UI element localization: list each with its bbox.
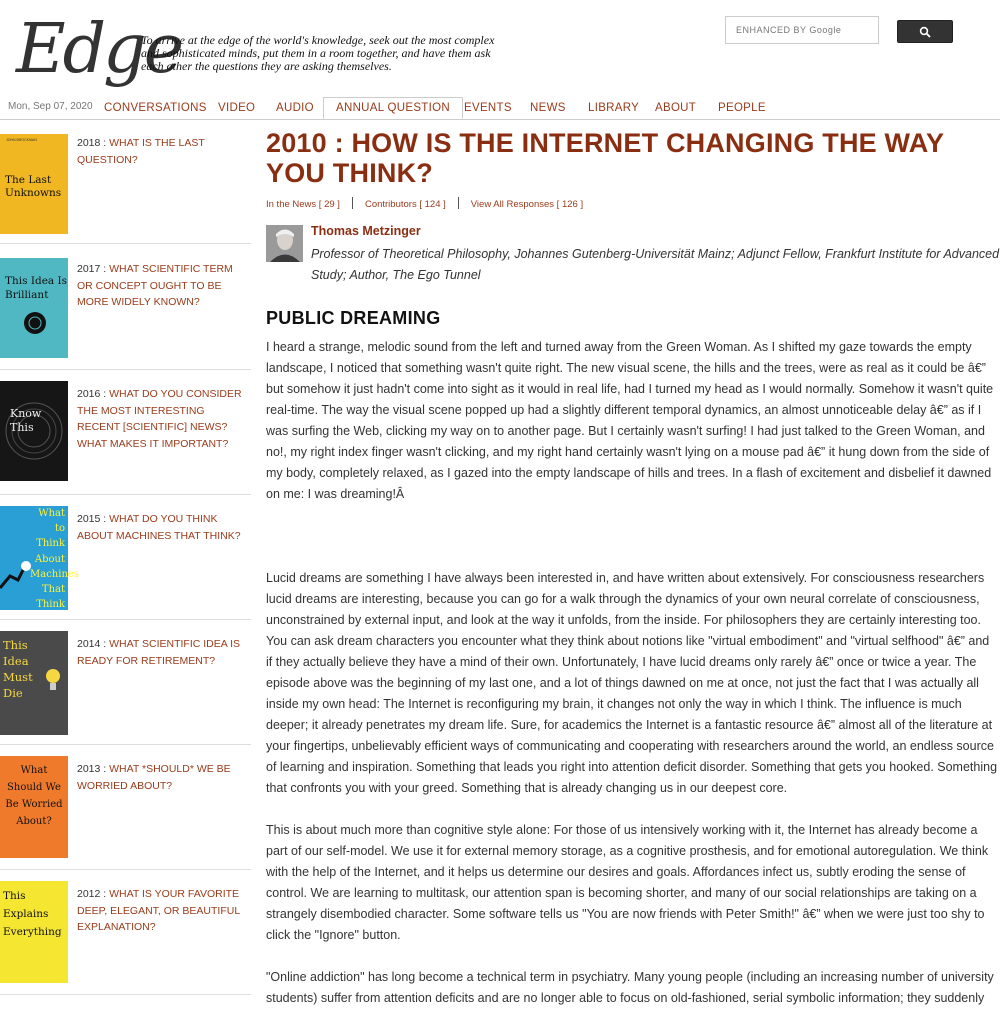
edge-logo[interactable]: Edge bbox=[16, 10, 181, 89]
tagline: To arrive at the edge of the world's knowledge, seek out the most complex and sophisticated minds, put them in a room together, and have them ask each other the questions they are asking themselves. bbox=[141, 33, 495, 73]
page-title: 2010 : HOW IS THE INTERNET CHANGING THE WAY YOU THINK? bbox=[266, 128, 944, 188]
main-nav bbox=[0, 97, 1000, 120]
book-cover[interactable] bbox=[0, 258, 68, 358]
separator bbox=[352, 197, 353, 209]
brain-icon bbox=[22, 310, 48, 336]
author-photo bbox=[266, 225, 303, 262]
cover-title: Know This bbox=[10, 407, 42, 434]
cover-title: The Last Unknowns bbox=[5, 174, 62, 199]
author-name[interactable]: Thomas Metzinger bbox=[311, 224, 421, 238]
cover-title: This Explains Everything bbox=[3, 890, 62, 938]
sidebar-item-text[interactable]: 2014 : WHAT SCIENTIFIC IDEA IS READY FOR RETIREMENT? bbox=[77, 638, 241, 667]
meta-links bbox=[266, 197, 583, 210]
sidebar-item-text[interactable]: 2018 : WHAT IS THE LAST QUESTION? bbox=[77, 137, 205, 166]
book-cover[interactable] bbox=[0, 506, 79, 611]
separator bbox=[458, 197, 459, 209]
nav-audio[interactable]: AUDIO bbox=[276, 102, 314, 114]
sidebar-item-2013[interactable] bbox=[0, 746, 251, 870]
essay-paragraph: Lucid dreams are something I have always been interested in, and have written about extensively. For consciousness researchers lucid dreams are interesting, because you can go for a walk through the dynamics of your own neural correlate of consciousness, unconstrained by external input, and look at the way it unfolds, from the inside. For philosophers they are certainly interesting too. You can ask dream characters you encounter what they think about notions like "virtual embodiment" and "virtual selfhood" â€” and if they actually believe they have a mind of their own. Unfortunately, I have lucid dreams only rarely â€” once or twice a year. The episode above was the beginning of my last one, and a lot of things dawned on me at once, not just the fact that I was actually all inside my own head: The Internet is reconfiguring my brain, it changes not only the way in which I think. The influence is much deeper; it already penetrates my dream life. Sure, for academics the Internet is a fantastic resource â€” almost all of the literature at your fingertips, unbelievably efficient ways of communicating and cooperating with researchers around the world, an endless source of learning and inspiration. Something that leads you right into attention deficit disorder. Something that gets you hooked. Something that confronts you with your greed. Something that is already changing us in our deepest core. bbox=[266, 571, 998, 795]
question-year: 2016 bbox=[77, 388, 101, 400]
book-cover[interactable] bbox=[0, 134, 68, 234]
search-box[interactable] bbox=[725, 16, 879, 44]
cover-title: This Idea Must Die bbox=[3, 638, 33, 700]
author-avatar[interactable] bbox=[266, 225, 303, 262]
essay-paragraph: This is about much more than cognitive style alone: For those of us intensively working with it, the Internet has already become a part of our self-model. We use it for external memory storage, as a cognitive prosthesis, and for emotional autoregulation. We think with the help of the Internet, and it helps us determine our desires and goals. Affordances infect us, subtly eroding the sense of control. We are learning to multitask, our attention span is becoming shorter, and many of our social relationships are taking on a strangely disembodied character. Some software tells us "You are now friends with Peter Smith!" â€” when we were just too shy to click the "Ignore" button. bbox=[266, 823, 989, 942]
sidebar-item-text[interactable]: 2012 : WHAT IS YOUR FAVORITE DEEP, ELEGANT, OR BEAUTIFUL EXPLANATION? bbox=[77, 888, 240, 933]
book-cover[interactable] bbox=[0, 756, 68, 858]
search-icon bbox=[919, 26, 931, 38]
nav-about[interactable]: ABOUT bbox=[655, 102, 697, 114]
nav-conversations[interactable]: CONVERSATIONS bbox=[104, 102, 207, 114]
sidebar-item-2017[interactable] bbox=[0, 246, 251, 370]
robot-hand-icon bbox=[0, 556, 34, 596]
sidebar-item-2016[interactable] bbox=[0, 371, 251, 495]
in-the-news-link[interactable]: In the News [ 29 ] bbox=[266, 199, 340, 210]
nav-library[interactable]: LIBRARY bbox=[588, 102, 640, 114]
sidebar-item-2014[interactable] bbox=[0, 621, 251, 745]
nav-annual-question[interactable]: ANNUAL QUESTION bbox=[323, 97, 463, 119]
question-link[interactable]: WHAT SCIENTIFIC TERM OR CONCEPT OUGHT TO BE MORE WIDELY KNOWN? bbox=[77, 263, 233, 308]
sidebar-item-text[interactable]: 2017 : WHAT SCIENTIFIC TERM OR CONCEPT OUGHT TO BE MORE WIDELY KNOWN? bbox=[77, 263, 233, 308]
question-year: 2013 bbox=[77, 763, 101, 775]
book-cover[interactable] bbox=[0, 381, 68, 481]
sidebar-item-2012[interactable] bbox=[0, 871, 251, 995]
question-link[interactable]: WHAT IS THE LAST QUESTION? bbox=[77, 137, 205, 166]
question-year: 2017 bbox=[77, 263, 101, 275]
cover-title: What Should We Be Worried About? bbox=[5, 765, 63, 827]
nav-video[interactable]: VIDEO bbox=[218, 102, 256, 114]
question-link[interactable]: WHAT SCIENTIFIC IDEA IS READY FOR RETIREMENT? bbox=[77, 638, 241, 667]
question-year: 2014 bbox=[77, 638, 101, 650]
cover-title: This Idea Is Brilliant bbox=[5, 275, 68, 301]
question-link[interactable]: WHAT IS YOUR FAVORITE DEEP, ELEGANT, OR BEAUTIFUL EXPLANATION? bbox=[77, 888, 240, 933]
current-date: Mon, Sep 07, 2020 bbox=[8, 101, 93, 112]
book-cover[interactable] bbox=[0, 881, 68, 983]
question-year: 2018 bbox=[77, 137, 101, 149]
cover-title: What to Think About Machines That Think bbox=[30, 508, 79, 611]
question-year: 2012 bbox=[77, 888, 101, 900]
essay-paragraph: "Online addiction" has long become a technical term in psychiatry. Many young people (including an increasing number of university students) suffer from attention deficits and are no longer able to focus on old-fashioned, serial symbolic information; they suddenly bbox=[266, 970, 994, 1005]
sidebar-item-2018[interactable] bbox=[0, 120, 251, 244]
nav-news[interactable]: NEWS bbox=[530, 102, 566, 114]
sidebar-item-text[interactable]: 2016 : WHAT DO YOU CONSIDER THE MOST INTERESTING RECENT [SCIENTIFIC] NEWS? WHAT MAKES IT IMPORTANT? bbox=[77, 388, 242, 450]
book-cover[interactable] bbox=[0, 631, 68, 735]
sidebar-item-2015[interactable] bbox=[0, 496, 251, 620]
lightbulb-icon bbox=[44, 667, 62, 697]
search-button[interactable] bbox=[897, 20, 953, 43]
view-all-responses-link[interactable]: View All Responses [ 126 ] bbox=[470, 199, 584, 210]
contributors-link[interactable]: Contributors [ 124 ] bbox=[364, 199, 446, 210]
search-input[interactable] bbox=[734, 24, 878, 36]
sidebar-item-text[interactable]: 2015 : WHAT DO YOU THINK ABOUT MACHINES THAT THINK? bbox=[77, 513, 241, 542]
nav-events[interactable]: EVENTS bbox=[464, 102, 512, 114]
essay-body bbox=[266, 337, 998, 1030]
nav-people[interactable]: PEOPLE bbox=[718, 102, 766, 114]
question-link[interactable]: WHAT *SHOULD* WE BE WORRIED ABOUT? bbox=[77, 763, 231, 792]
question-link[interactable]: WHAT DO YOU THINK ABOUT MACHINES THAT THINK? bbox=[77, 513, 241, 542]
question-year: 2015 bbox=[77, 513, 101, 525]
cover-fineprint: JOHN BROCKMAN bbox=[6, 138, 37, 142]
question-link[interactable]: WHAT DO YOU CONSIDER THE MOST INTERESTING RECENT [SCIENTIFIC] NEWS? WHAT MAKES IT IMPORTANT? bbox=[77, 388, 242, 450]
essay-paragraph: I heard a strange, melodic sound from the left and turned away from the Green Woman. As I shifted my gaze towards the empty landscape, I noticed that something wasn't quite right. The new visual scene, the hills and the trees, were as real as it could be â€” but somehow it just hadn't come into sight as it would in real life, had I turned my head as I would normally. Somehow it wasn't quite real-time. The way the visual scene popped up had a slightly different temporal dynamics, an almost unnoticeable delay â€” as if I was surfing the Web, clicking my way on to another page. But I certainly wasn't surfing! I had just talked to the Green Woman, and no!, my right index finger wasn't clicking, and my right hand certainly wasn't lying on a mouse pad â€” it hung down from the side of my body, completely relaxed, as I gazed into the empty landscape of hills and trees. In a flash of excitement and disbelief it dawned on me: I was dreaming!Â bbox=[266, 340, 994, 501]
author-bio: Professor of Theoretical Philosophy, Johannes Gutenberg-Universität Mainz; Adjunct Fellow, Frankfurt Institute for Advanced Study; Author, The Ego Tunnel bbox=[311, 247, 1000, 282]
sidebar-item-text[interactable]: 2013 : WHAT *SHOULD* WE BE WORRIED ABOUT? bbox=[77, 763, 231, 792]
essay-title: PUBLIC DREAMING bbox=[266, 308, 441, 328]
